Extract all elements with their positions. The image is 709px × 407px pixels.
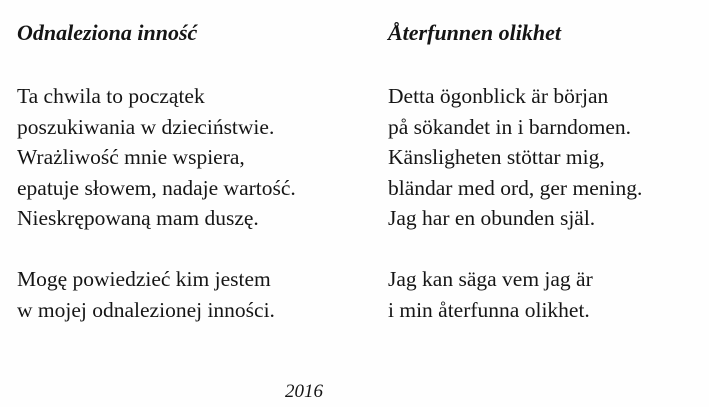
swedish-stanza-1	[388, 81, 698, 234]
poem-line: Detta ögonblick är början	[388, 84, 609, 108]
poem-line: Ta chwila to początek	[17, 84, 205, 108]
polish-poem	[17, 19, 357, 325]
polish-stanza-1	[17, 81, 357, 234]
poem-line: Jag har en obunden själ.	[388, 206, 596, 231]
year-label: 2016	[285, 381, 323, 402]
poem-line: Jag kan säga vem jag är	[388, 266, 593, 291]
poem-line: w mojej odnalezionej inności.	[17, 297, 275, 322]
swedish-poem	[388, 19, 698, 325]
poem-line: på sökandet in i barndomen.	[388, 114, 632, 139]
polish-poem-title: Odnaleziona inność	[17, 20, 198, 45]
poem-line: poszukiwania w dzieciństwie.	[17, 114, 275, 139]
poem-line: bländar med ord, ger mening.	[388, 175, 643, 200]
swedish-poem-title: Återfunnen olikhet	[388, 20, 561, 45]
poem-line: Mogę powiedzieć kim jestem	[17, 266, 271, 291]
poem-line: Wrażliwość mnie wspiera,	[17, 145, 245, 170]
swedish-stanza-2	[388, 264, 698, 325]
poem-line: i min återfunna olikhet.	[388, 297, 590, 322]
polish-stanza-2	[17, 264, 357, 325]
poem-line: Känsligheten stöttar mig,	[388, 145, 605, 170]
poem-line: Nieskrępowaną mam duszę.	[17, 206, 259, 231]
poem-line: epatuje słowem, nadaje wartość.	[17, 175, 296, 200]
